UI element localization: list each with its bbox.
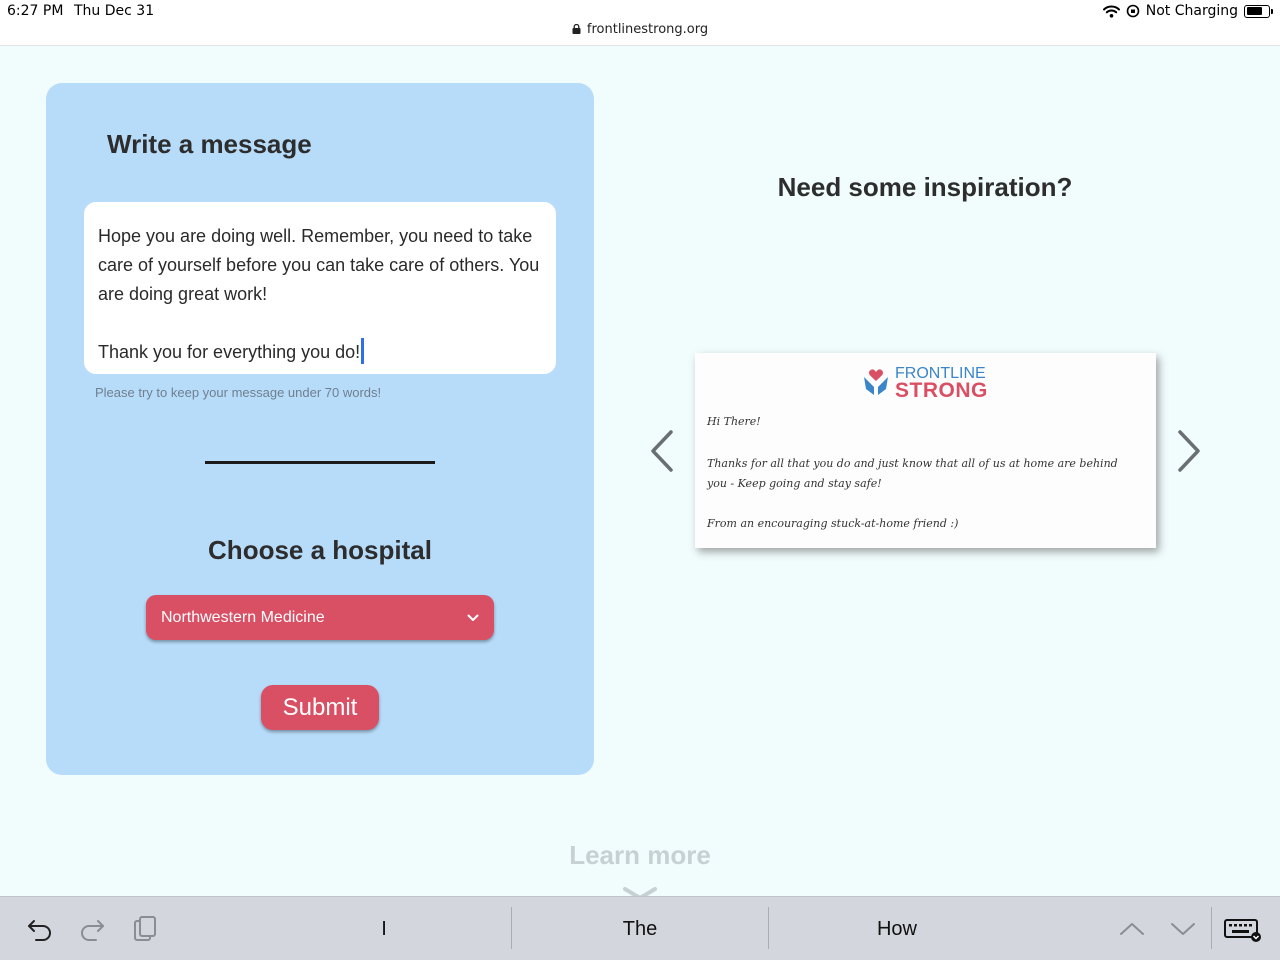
status-date: Thu Dec 31: [74, 3, 155, 19]
suggestion-2[interactable]: The: [622, 917, 658, 940]
write-message-title: Write a message: [107, 129, 312, 159]
submit-button[interactable]: Submit: [261, 685, 379, 730]
inspiration-note-card: [695, 353, 1156, 548]
chevron-left-icon[interactable]: [647, 428, 677, 474]
note-signoff: From an encouraging stuck-at-home friend :): [707, 517, 959, 530]
message-text: Hope you are doing well. Remember, you need to take care of yourself before you can take care of others. You are doing great work! Thank you for everything you do!: [98, 226, 540, 362]
chevron-down-icon: [467, 614, 479, 622]
orientation-lock-icon: [1126, 4, 1140, 18]
logo-text-frontline: FRONTLINE: [895, 365, 986, 382]
keyboard-dismiss-icon[interactable]: [1223, 915, 1263, 943]
frontline-strong-logo: [861, 365, 988, 402]
url-text: frontlinestrong.org: [586, 22, 709, 37]
redo-icon[interactable]: [78, 915, 106, 943]
status-bar: [0, 0, 1280, 46]
toolbar-separator: [1211, 907, 1212, 949]
suggestion-3[interactable]: How: [876, 917, 917, 940]
chevron-down-icon[interactable]: [1169, 915, 1197, 943]
learn-more-link[interactable]: Learn more: [569, 840, 711, 870]
section-divider: [205, 461, 435, 464]
word-limit-hint: Please try to keep your message under 70 words!: [95, 385, 382, 400]
note-body: Thanks for all that you do and just know that all of us at home are behind you - Keep going and stay safe!: [707, 457, 1118, 490]
hospital-selected-value: Northwestern Medicine: [161, 608, 325, 626]
note-greeting: Hi There!: [707, 415, 761, 428]
message-card: [46, 83, 594, 775]
lock-icon: [572, 24, 581, 34]
heart-hands-icon: [861, 367, 891, 397]
text-cursor: [361, 338, 364, 364]
logo-text-strong: STRONG: [895, 379, 988, 402]
battery-icon: [1244, 5, 1270, 18]
address-bar[interactable]: [0, 22, 1280, 37]
message-textarea[interactable]: [84, 202, 556, 374]
wifi-icon: [1103, 5, 1120, 18]
chevron-right-icon[interactable]: [1174, 428, 1204, 474]
paste-icon[interactable]: [131, 915, 159, 943]
status-right: [1103, 3, 1270, 19]
hospital-select[interactable]: [146, 595, 494, 640]
undo-icon[interactable]: [26, 915, 54, 943]
chevron-up-icon[interactable]: [1118, 915, 1146, 943]
choose-hospital-title: Choose a hospital: [208, 535, 432, 565]
status-time: 6:27 PM: [7, 3, 64, 19]
keyboard-shortcut-bar: [0, 896, 1280, 960]
suggestion-1[interactable]: I: [381, 917, 387, 940]
inspiration-title: Need some inspiration?: [777, 172, 1073, 202]
charging-status: Not Charging: [1145, 3, 1238, 19]
